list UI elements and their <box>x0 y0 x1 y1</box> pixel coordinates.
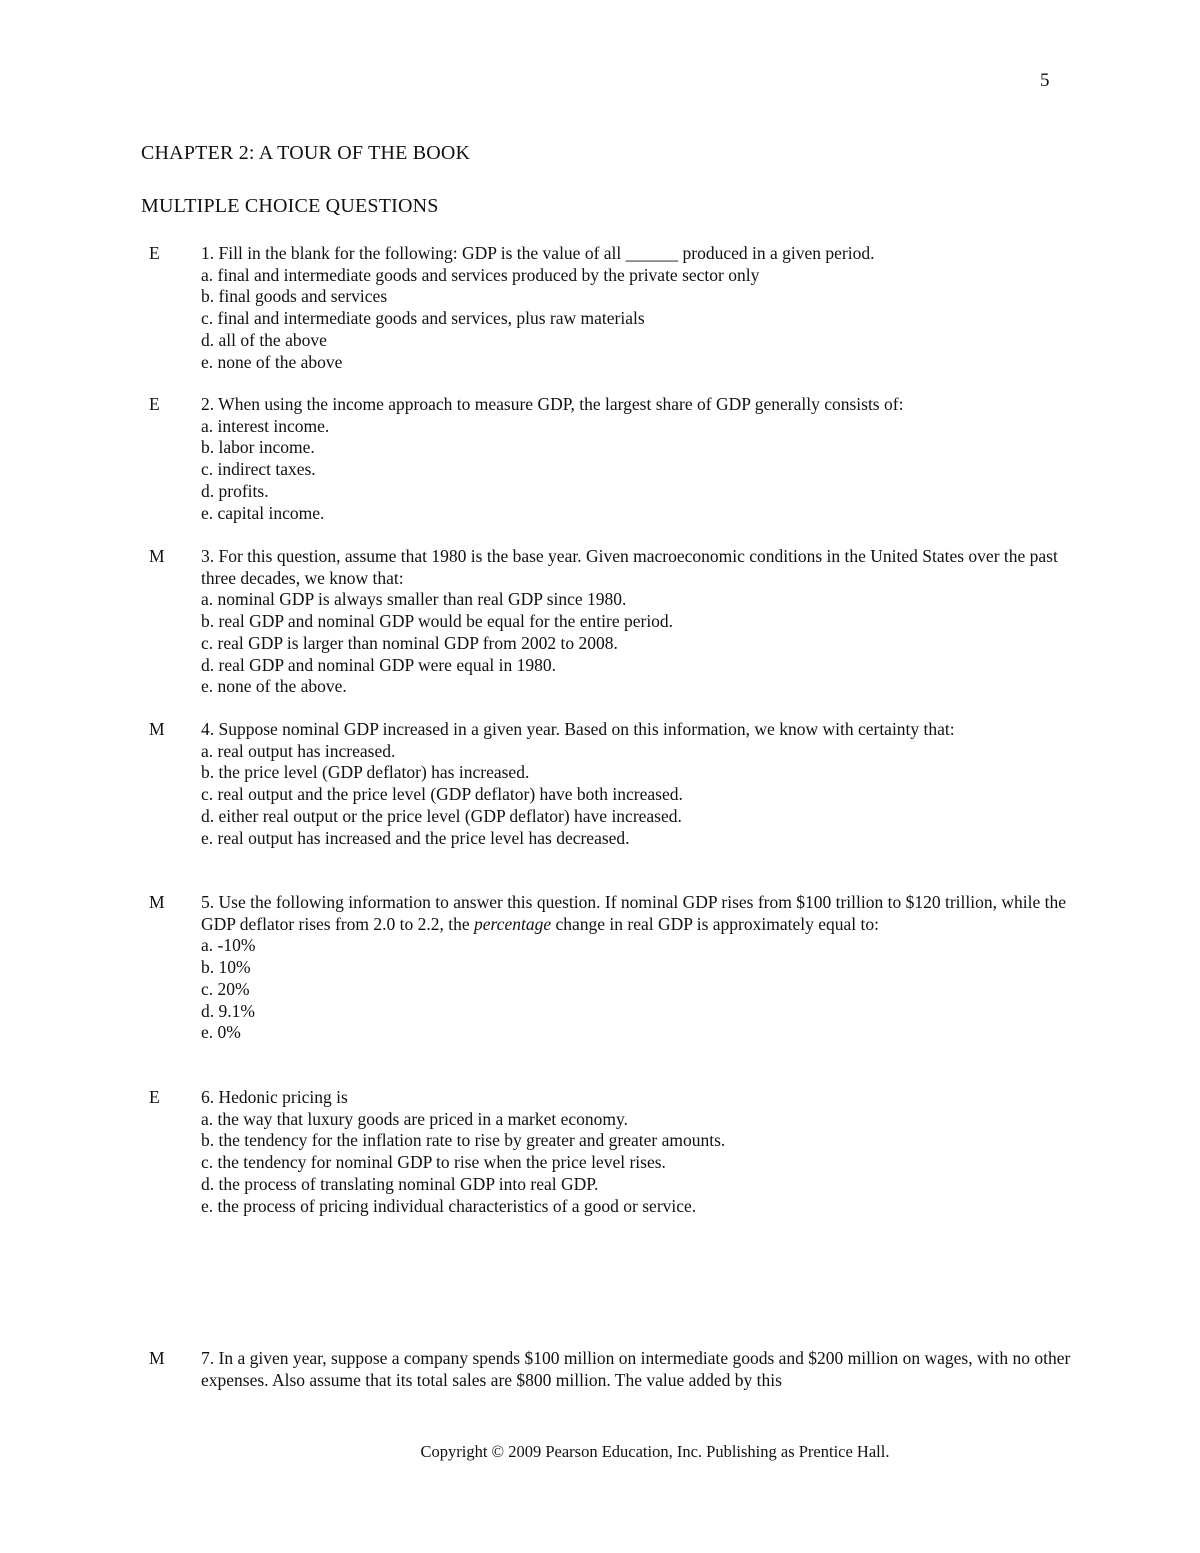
answer-option: b. labor income. <box>201 437 315 458</box>
answer-option: e. the process of pricing individual characteristics of a good or service. <box>201 1195 697 1216</box>
answer-options <box>201 935 1071 1044</box>
answer-option: c. real GDP is larger than nominal GDP from 2002 to 2008. <box>201 632 618 653</box>
answer-option: c. final and intermediate goods and services, plus raw materials <box>201 308 645 329</box>
answer-option: b. real GDP and nominal GDP would be equal for the entire period. <box>201 611 674 632</box>
question-stem: 2. When using the income approach to measure GDP, the largest share of GDP generally consists of: <box>201 394 904 414</box>
answer-option: b. the price level (GDP deflator) has increased. <box>201 762 530 783</box>
question-1 <box>141 243 1071 373</box>
copyright-footer: Copyright © 2009 Pearson Education, Inc. Publishing as Prentice Hall. <box>420 1442 890 1461</box>
answer-option: a. the way that luxury goods are priced in a market economy. <box>201 1108 628 1129</box>
answer-options <box>201 741 1071 850</box>
answer-option: b. 10% <box>201 957 251 978</box>
difficulty-label: E <box>149 1087 160 1107</box>
question-stem: 1. Fill in the blank for the following: GDP is the value of all ______ produced in a given period. <box>201 243 875 263</box>
answer-option: b. final goods and services <box>201 286 388 307</box>
answer-option: d. either real output or the price level (GDP deflator) have increased. <box>201 805 682 826</box>
answer-option: e. none of the above. <box>201 676 347 697</box>
question-stem: 3. For this question, assume that 1980 is the base year. Given macroeconomic conditions in the United States over the past three decades, we know that: <box>201 546 1058 588</box>
answer-option: a. nominal GDP is always smaller than real GDP since 1980. <box>201 589 627 610</box>
answer-option: c. indirect taxes. <box>201 459 316 480</box>
answer-option: e. real output has increased and the price level has decreased. <box>201 827 630 848</box>
question-4 <box>141 719 1071 849</box>
question-stem-end: change in real GDP is approximately equal to: <box>551 913 879 934</box>
answer-options <box>201 416 1071 525</box>
question-2 <box>141 394 1071 524</box>
answer-option: a. real output has increased. <box>201 740 396 761</box>
question-stem: 4. Suppose nominal GDP increased in a given year. Based on this information, we know with certainty that: <box>201 719 955 739</box>
emphasized-word: percentage <box>474 913 552 934</box>
answer-option: c. the tendency for nominal GDP to rise when the price level rises. <box>201 1152 666 1173</box>
difficulty-label: M <box>149 719 165 739</box>
answer-option: e. capital income. <box>201 502 325 523</box>
answer-options <box>201 589 1071 698</box>
question-7 <box>141 1348 1071 1391</box>
question-5 <box>141 892 1071 1044</box>
page-number: 5 <box>1040 70 1050 91</box>
question-stem: 6. Hedonic pricing is <box>201 1087 348 1107</box>
answer-option: a. interest income. <box>201 415 330 436</box>
difficulty-label: M <box>149 1348 165 1368</box>
question-stem-start: 5. Use the following information to answer this question. If nominal GDP rises from $100 trillion to $120 trillion, while the GDP deflator rises from 2.0 to 2.2, the <box>201 892 1067 934</box>
answer-option: d. all of the above <box>201 329 327 350</box>
answer-option: a. final and intermediate goods and services produced by the private sector only <box>201 264 760 285</box>
answer-option: e. none of the above <box>201 351 343 372</box>
question-6 <box>141 1087 1071 1217</box>
answer-options <box>201 1109 1071 1218</box>
answer-option: c. 20% <box>201 978 250 999</box>
difficulty-label: M <box>149 546 165 566</box>
chapter-title: CHAPTER 2: A TOUR OF THE BOOK <box>141 142 471 164</box>
answer-option: b. the tendency for the inflation rate to rise by greater and greater amounts. <box>201 1130 726 1151</box>
question-3 <box>141 546 1071 698</box>
question-stem: 7. In a given year, suppose a company spends $100 million on intermediate goods and $200 million on wages, with no other expenses. Also assume that its total sales are $800 million. The value added by this <box>201 1348 1071 1390</box>
difficulty-label: E <box>149 394 160 414</box>
answer-option: d. real GDP and nominal GDP were equal in 1980. <box>201 654 556 675</box>
answer-option: e. 0% <box>201 1022 241 1043</box>
difficulty-label: E <box>149 243 160 263</box>
section-title: MULTIPLE CHOICE QUESTIONS <box>141 195 439 217</box>
question-stem <box>201 892 1071 935</box>
answer-option: d. the process of translating nominal GDP into real GDP. <box>201 1173 599 1194</box>
difficulty-label: M <box>149 892 165 912</box>
answer-option: c. real output and the price level (GDP deflator) have both increased. <box>201 784 683 805</box>
answer-options <box>201 265 1071 374</box>
answer-option: d. 9.1% <box>201 1000 255 1021</box>
answer-option: d. profits. <box>201 480 269 501</box>
answer-option: a. -10% <box>201 935 256 956</box>
